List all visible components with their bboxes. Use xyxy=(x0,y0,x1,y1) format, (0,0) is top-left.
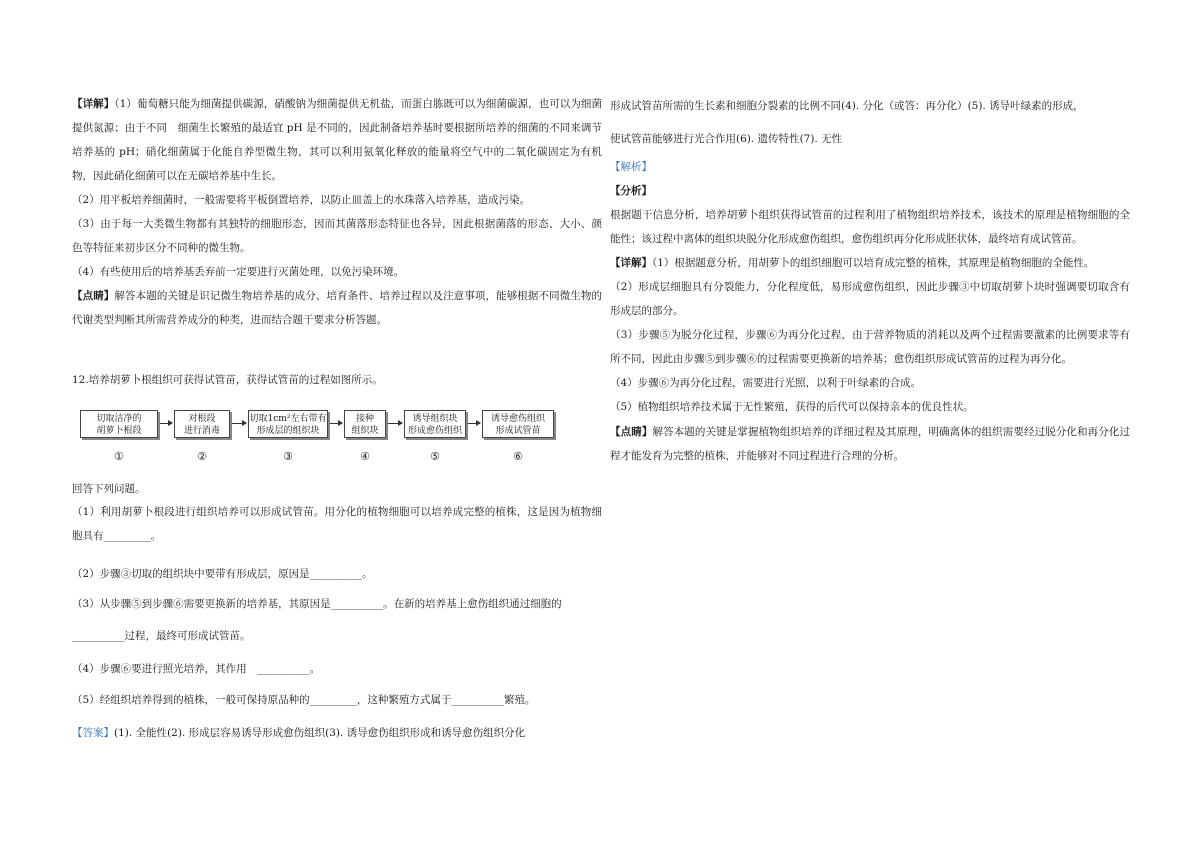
detail-paragraph-3: （3）由于每一大类微生物都有其独特的细胞形态，因而其菌落形态特征也各异，因此根据菌落的形态、大小、颜色等特征来初步区分不同种的微生物。 xyxy=(72,218,602,254)
step-number: ② xyxy=(197,450,207,463)
step-number: ⑥ xyxy=(513,450,523,463)
comment-text: 解答本题的关键是识记微生物培养基的成分、培育条件、培养过程以及注意事项，能够根据不同微生物的代谢类型判断其所需营养成分的种类，进而结合题干要求分析答题。 xyxy=(72,290,603,326)
step-number: ④ xyxy=(360,450,370,463)
question-2: （2）步骤③切取的组织块中要带有形成层，原因是__________。 xyxy=(72,568,373,580)
answer-tag: 【答案】 xyxy=(72,727,114,739)
flow-step-2: 对根段 进行消毒 xyxy=(174,410,230,438)
answer-item: (7). 无性 xyxy=(799,133,843,145)
comment-paragraph: 【点睛】解答本题的关键是掌握植物组织培养的详细过程及其原理，明确离体的组织需要经过脱分化和再分化过程才能发育为完整的植株，并能够对不同过程进行合理的分析。 xyxy=(610,426,1131,462)
analysis-heading: 【分析】 xyxy=(610,185,652,197)
answer-continued-2: 使试管苗能够进行光合作用(6). 遗传特性(7). 无性 xyxy=(610,133,843,145)
flow-arrow-icon xyxy=(232,423,246,424)
detail-paragraph-3: （3）步骤⑤为脱分化过程，步骤⑥为再分化过程，由于营养物质的消耗以及两个过程需要激素的比例要求等有所不同，因此由步骤⑤到步骤⑥的过程需要更换新的培养基；愈伤组织形成试管苗的过程为再分化。 xyxy=(610,329,1130,365)
question-4: （4）步骤⑥要进行照光培养，其作用 __________。 xyxy=(72,663,321,675)
detail-paragraph-2: （2）形成层细胞具有分裂能力，分化程度低，易形成愈伤组织，因此步骤③中切取胡萝卜块时强调要切取含有形成层的部分。 xyxy=(610,281,1130,317)
detail-paragraph-1 xyxy=(72,92,602,188)
detail-tag: 【详解】 xyxy=(72,98,115,110)
step-number: ① xyxy=(114,450,124,463)
answer-continued-1: 形成试管苗所需的生长素和细胞分裂素的比例不同(4). 分化（或答：再分化）(5). 诱导叶绿素的形成， xyxy=(610,100,1084,112)
question-3-line-1: （3）从步骤⑤到步骤⑥需要更换新的培养基，其原因是__________。在新的培养基上愈伤组织通过细胞的 xyxy=(72,598,562,610)
flow-arrow-icon xyxy=(160,423,172,424)
answer-item: (3). 诱导愈伤组织形成和诱导愈伤组织分化 xyxy=(325,727,526,739)
step-number: ③ xyxy=(283,450,293,463)
flow-step-6: 诱导愈伤组织 形成试管苗 xyxy=(482,410,554,438)
answer-item: (1). 全能性 xyxy=(114,727,168,739)
detail-paragraph-5: （5）植物组织培养技术属于无性繁殖，获得的后代可以保持亲本的优良性状。 xyxy=(610,401,974,413)
detail-paragraph-4: （4）步骤⑥为再分化过程，需要进行光照，以利于叶绿素的合成。 xyxy=(610,377,922,389)
flow-step-3: 切取1cm²左右带有 形成层的组织块 xyxy=(248,410,328,438)
question-3-line-2: __________过程，最终可形成试管苗。 xyxy=(72,630,251,642)
answer-prompt: 回答下列问题。 xyxy=(72,483,146,495)
answer-item: (5). 诱导叶绿素的形成， xyxy=(967,100,1084,112)
detail-paragraph-1: 【详解】（1）根据题意分析，用胡萝卜的组织细胞可以培育成完整的植株，其原理是植物细胞的全能性。 xyxy=(610,257,1095,269)
answer-item: (6). 遗传特性 xyxy=(736,133,800,145)
flow-step-5: 诱导组织块 形成愈伤组织 xyxy=(404,410,466,438)
question-1: （1）利用胡萝卜根段进行组织培养可以形成试管苗。用分化的植物细胞可以培养成完整的植株，这是因为植物细胞具有_________。 xyxy=(72,506,602,542)
flow-step-1: 切取洁净的 胡萝卜根段 xyxy=(80,410,158,438)
answer-item: (2). 形成层容易诱导形成愈伤组织 xyxy=(167,727,326,739)
comment-paragraph xyxy=(72,284,602,332)
analysis-tag: 【解析】 xyxy=(610,161,652,173)
step-number: ⑤ xyxy=(430,450,440,463)
flow-step-4: 接种 组织块 xyxy=(344,410,386,438)
detail-text-1: （1）葡萄糖只能为细菌提供碳源，硝酸钠为细菌提供无机盐，而蛋白胨既可以为细菌碳源，也可以为细菌提供氮源；由于不同 细菌生长繁殖的最适宜 pH 是不同的，因此制备培养基时要根据所培养的细菌的不同来调节培养基的 pH；硝化细菌属于化能自养型微生物，其可以利用氨氧化释放的能量将空气中的二氧化碳固定为有机物，因此硝化细菌可以在无碳培养基中生长。 xyxy=(72,98,603,182)
detail-paragraph-2: （2）用平板培养细菌时，一般需要将平板倒置培养，以防止皿盖上的水珠落入培养基，造成污染。 xyxy=(72,194,531,206)
answer-line xyxy=(72,721,602,745)
flow-arrow-icon xyxy=(468,423,480,424)
question-stem: 12.培养胡萝卜根组织可获得试管苗，获得试管苗的过程如图所示。 xyxy=(72,374,383,386)
flow-arrow-icon xyxy=(388,423,402,424)
flow-arrow-icon xyxy=(330,423,342,424)
comment-tag: 【点睛】 xyxy=(72,290,115,302)
process-flow-diagram xyxy=(80,410,560,470)
detail-tag: 【详解】 xyxy=(610,257,652,269)
analysis-text: 根据题干信息分析，培养胡萝卜组织获得试管苗的过程利用了植物组织培养技术，该技术的原理是植物细胞的全能性；该过程中离体的组织块脱分化形成愈伤组织，愈伤组织再分化形成胚状体，最终培育成试管苗。 xyxy=(610,209,1130,245)
question-5: （5）经组织培养得到的植株，一般可保持原品种的_________，这种繁殖方式属于__________繁殖。 xyxy=(72,694,536,706)
comment-tag: 【点睛】 xyxy=(610,426,653,438)
answer-item: (4). 分化（或答：再分化） xyxy=(841,100,968,112)
detail-paragraph-4: （4）有些使用后的培养基丢弃前一定要进行灭菌处理，以免污染环境。 xyxy=(72,266,405,278)
